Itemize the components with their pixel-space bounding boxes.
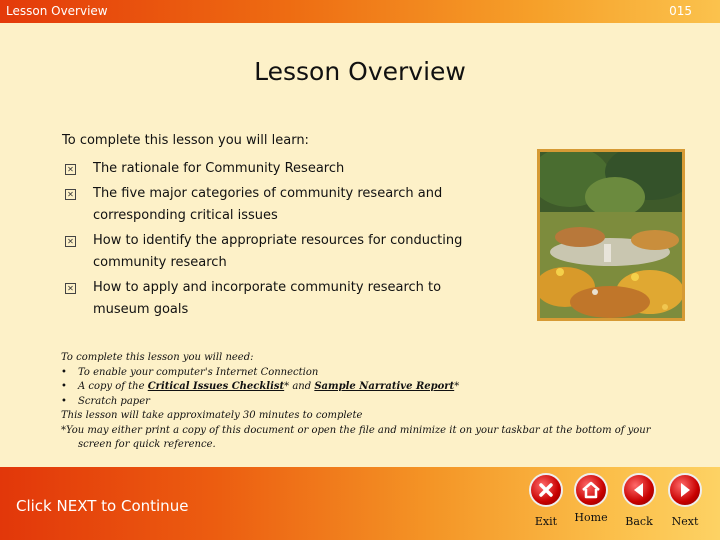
requirement-text: To enable your computer's Internet Connection	[78, 366, 319, 378]
objective-text: The five major categories of community research and corresponding critical issues	[93, 186, 443, 223]
back-arrow-icon	[622, 473, 656, 507]
back-label: Back	[625, 515, 653, 528]
bullet-dot: •	[61, 395, 67, 407]
list-item	[62, 277, 482, 321]
back-button[interactable]	[619, 473, 659, 533]
list-item	[61, 366, 681, 381]
home-icon	[574, 473, 608, 507]
checkbox-bullet-icon: ✕	[65, 189, 76, 200]
requirements-section	[61, 351, 681, 453]
bullet-dot: •	[61, 381, 67, 392]
objectives-list	[62, 158, 482, 324]
garden-image	[540, 152, 682, 318]
checkbox-bullet-icon: ✕	[65, 236, 76, 247]
exit-button[interactable]	[526, 473, 566, 533]
critical-issues-checklist-link[interactable]: Critical Issues Checklist	[147, 381, 285, 392]
requirement-text: A copy of the	[78, 381, 148, 392]
next-arrow-icon	[668, 473, 702, 507]
home-button[interactable]	[571, 473, 611, 533]
bullet-dot: •	[61, 366, 67, 378]
objectives-intro: To complete this lesson you will learn:	[62, 133, 309, 148]
time-estimate: This lesson will take approximately 30 minutes to complete	[61, 410, 363, 421]
home-label: Home	[574, 511, 608, 524]
page-title: Lesson Overview	[254, 57, 466, 86]
close-icon	[529, 473, 563, 507]
objective-text: How to identify the appropriate resources for conducting community research	[93, 233, 463, 270]
page-number: 015	[669, 4, 692, 18]
requirement-text: *	[454, 381, 460, 392]
list-item	[62, 183, 482, 227]
requirement-text: Scratch paper	[78, 395, 150, 407]
list-item	[61, 395, 681, 410]
header-bar	[0, 0, 720, 23]
checkbox-bullet-icon: ✕	[65, 283, 76, 294]
header-title: Lesson Overview	[6, 4, 108, 18]
next-label: Next	[671, 515, 699, 528]
list-item	[62, 158, 482, 180]
checkbox-bullet-icon: ✕	[65, 164, 76, 175]
garden-photo	[537, 149, 685, 321]
list-item	[61, 380, 681, 395]
list-item	[62, 230, 482, 274]
requirement-text: * and	[284, 381, 315, 392]
requirements-intro: To complete this lesson you will need:	[61, 352, 254, 363]
next-button[interactable]	[665, 473, 705, 533]
exit-label: Exit	[534, 515, 558, 528]
footer-bar	[0, 467, 720, 540]
continue-instruction: Click NEXT to Continue	[16, 497, 189, 515]
objective-text: How to apply and incorporate community research to museum goals	[93, 280, 442, 317]
footnote: *You may either print a copy of this document or open the file and minimize it on your taskbar at the bottom of your screen for quick reference.	[61, 424, 651, 450]
objective-text: The rationale for Community Research	[93, 161, 345, 176]
sample-narrative-report-link[interactable]: Sample Narrative Report	[314, 381, 455, 392]
